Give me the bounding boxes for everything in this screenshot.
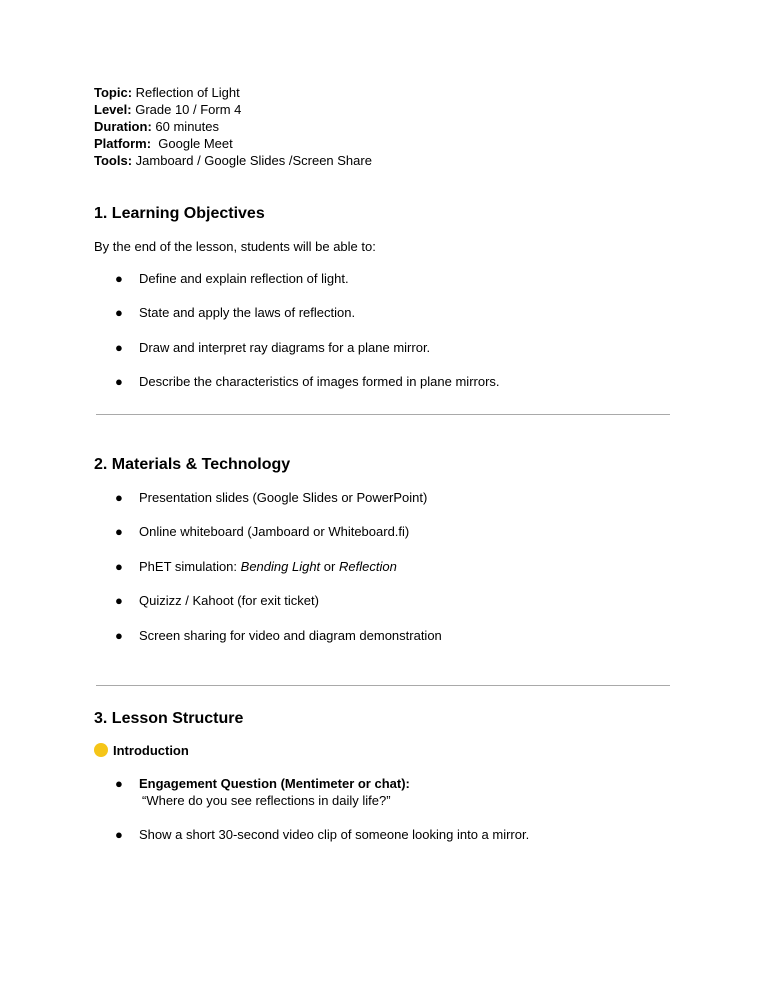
section-heading-materials: 2. Materials & Technology [94, 456, 291, 473]
meta-level: Level: Grade 10 / Form 4 [94, 102, 242, 117]
bullet-icon: ● [115, 271, 123, 286]
bullet-icon: ● [115, 305, 123, 320]
section-divider [96, 414, 670, 415]
lesson-meta [94, 84, 372, 169]
bullet-icon: ● [115, 628, 123, 643]
bullet-icon: ● [115, 827, 123, 842]
objectives-intro: By the end of the lesson, students will be able to: [94, 239, 376, 254]
bullet-icon: ● [115, 490, 123, 505]
meta-platform: Platform: Google Meet [94, 136, 233, 151]
section-heading-learning-objectives: 1. Learning Objectives [94, 205, 265, 222]
meta-duration: Duration: 60 minutes [94, 119, 219, 134]
introduction-subheading: Introduction [94, 742, 189, 759]
yellow-circle-icon [94, 743, 108, 757]
meta-topic: Topic: Reflection of Light [94, 85, 240, 100]
bullet-icon: ● [115, 524, 123, 539]
meta-tools: Tools: Jamboard / Google Slides /Screen Share [94, 153, 372, 168]
bullet-icon: ● [115, 340, 123, 355]
engagement-title: Engagement Question (Mentimeter or chat): [139, 776, 410, 791]
bullet-icon: ● [115, 559, 123, 574]
engagement-question: “Where do you see reflections in daily life?” [142, 793, 391, 808]
section-divider [96, 685, 670, 686]
document-page: Topic: Reflection of Light Level: Grade 10 / Form 4 Duration: 60 minutes Platform: Google Meet Tools: Jamboard / Google Slides /Screen Share 1. Learning Objectives By the end of the lesson, students will be able to: ● Define and explain reflection of light. ● State and apply the laws of reflection. ● Draw and interpret ray diagrams for a plane mirror. ● Describe the characteristics of images formed in plane mirrors. 2. Materials & Technology ● Presentation slides (Google Slides or PowerPoint) ● Online whiteboard (Jamboard or Whiteboard.fi) ● PhET simulation: Bending Light or Reflection ● Quizizz / Kahoot (for exit ticket) ● Screen sharing for video and diagram demonstration 3. Lesson Structure Introduction ● Engagement Question (Mentimeter or chat): “Where do you see reflections in daily life?” ● Show a short 30-second video clip of someone looking into a mirror. [0, 0, 768, 994]
section-heading-lesson-structure: 3. Lesson Structure [94, 710, 244, 727]
bullet-icon: ● [115, 776, 123, 791]
bullet-icon: ● [115, 374, 123, 389]
bullet-icon: ● [115, 593, 123, 608]
